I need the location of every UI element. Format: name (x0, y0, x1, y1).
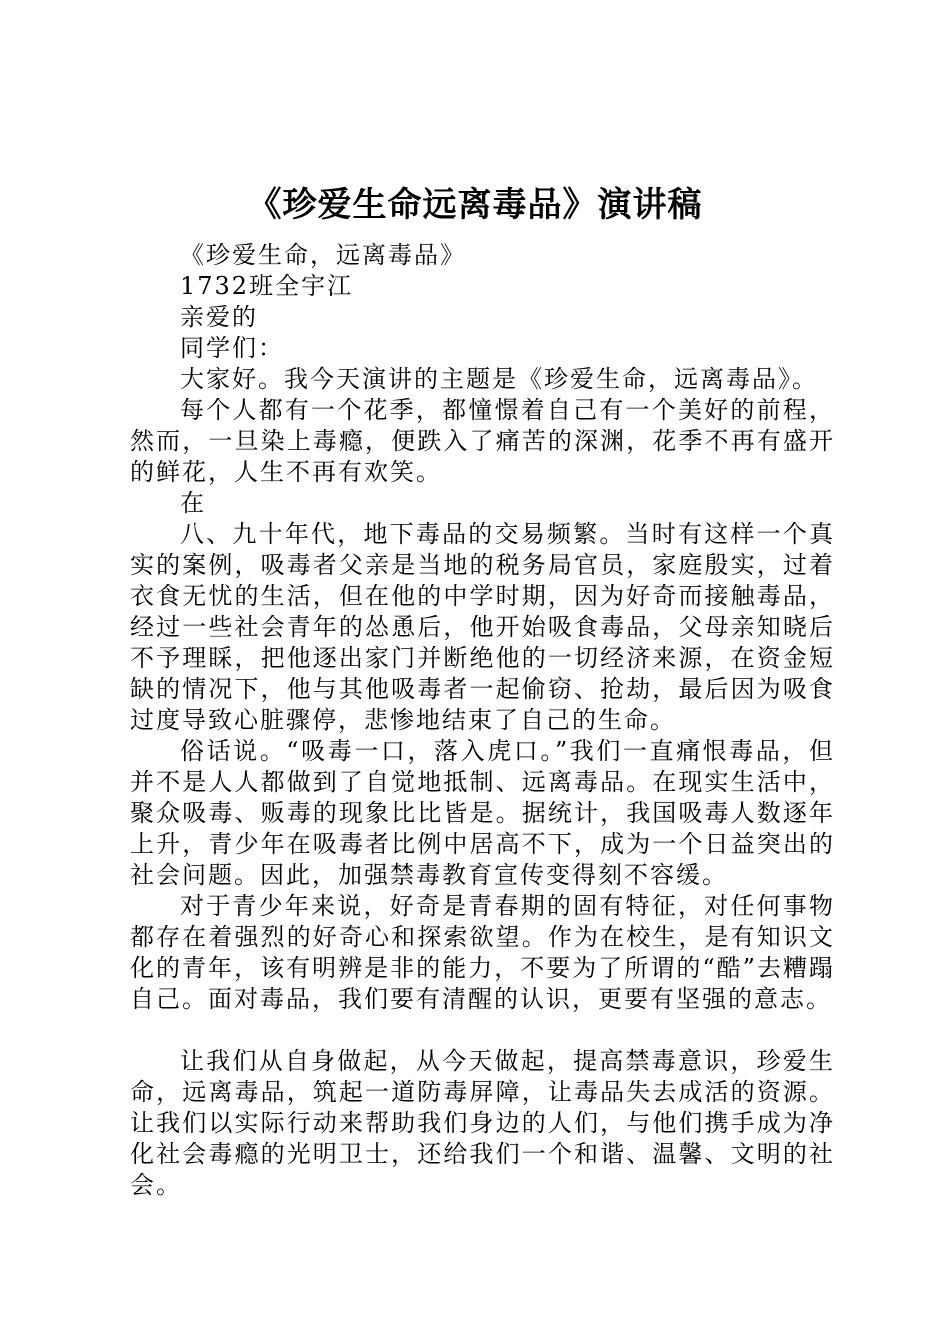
document-body (130, 240, 835, 1201)
salutation-line-1: 亲爱的 (180, 303, 258, 331)
author-line: 1732班全宇江 (180, 272, 354, 300)
paragraph-3: 俗话说。“吸毒一口，落入虎口。”我们一直痛恨毒品，但并不是人人都做到了自觉地抵制、远离毒品。在现实生活中，聚众吸毒、贩毒的现象比比皆是。据统计，我国吸毒人数逐年上升，青少年在吸毒者比例中居高不下，成为一个日益突出的社会问题。因此，加强禁毒教育宣传变得刻不容缓。 (130, 737, 835, 889)
paragraph-5: 让我们从自身做起，从今天做起，提高禁毒意识，珍爱生命，远离毒品，筑起一道防毒屏障，让毒品失去成活的资源。让我们以实际行动来帮助我们身边的人们，与他们携手成为净化社会毒瘾的光明卫士，还给我们一个和谐、温馨、文明的社会。 (130, 1047, 835, 1199)
greeting-line: 大家好。我今天演讲的主题是《珍爱生命，远离毒品》。 (180, 365, 818, 393)
speech-subtitle: 《珍爱生命，远离毒品》 (180, 241, 466, 269)
paragraph-2: 八、九十年代，地下毒品的交易频繁。当时有这样一个真实的案例，吸毒者父亲是当地的税务局官员，家庭殷实，过着衣食无忧的生活，但在他的中学时期，因为好奇而接触毒品，经过一些社会青年的怂恿后，他开始吸食毒品，父母亲知晓后不予理睬，把他逐出家门并断绝他的一切经济来源，在资金短缺的情况下，他与其他吸毒者一起偷窃、抢劫，最后因为吸食过度导致心脏骤停，悲惨地结束了自己的生命。 (130, 520, 835, 734)
paragraph-spacer (130, 1015, 835, 1046)
paragraph-4: 对于青少年来说，好奇是青春期的固有特征，对任何事物都存在着强烈的好奇心和探索欲望。作为在校生，是有知识文化的青年，该有明辨是非的能力，不要为了所谓的“酷”去糟蹋自己。面对毒品，我们要有清醒的认识，更要有坚强的意志。 (130, 892, 835, 1013)
paragraph-2-lead: 在 (180, 489, 206, 517)
document-title: 《珍爱生命远离毒品》演讲稿 (247, 185, 703, 225)
paragraph-1: 每个人都有一个花季，都憧憬着自己有一个美好的前程，然而，一旦染上毒瘾，便跌入了痛苦的深渊，花季不再有盛开的鲜花，人生不再有欢笑。 (130, 396, 835, 486)
salutation-line-2: 同学们： (180, 334, 284, 362)
